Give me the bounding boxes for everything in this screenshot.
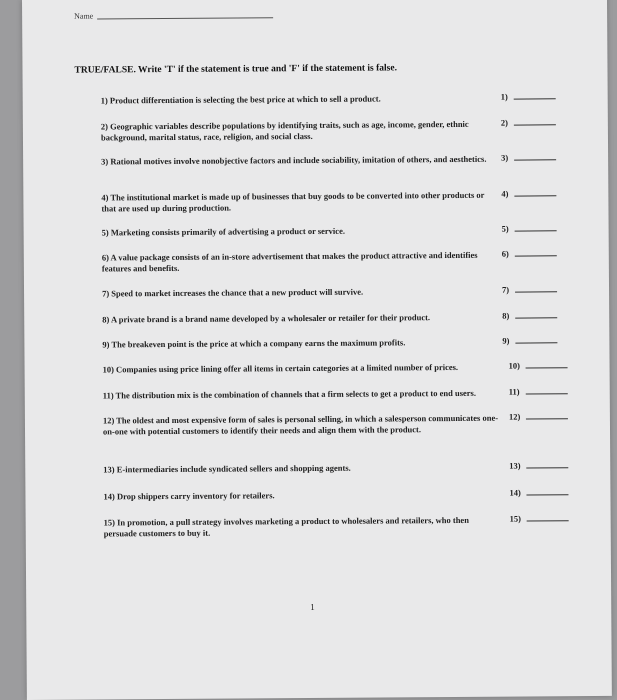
instructions-heading: TRUE/FALSE. Write 'T' if the statement is true and 'F' if the statement is false. <box>74 63 397 76</box>
question-3: 3) Rational motives involve nonobjective factors and include sociability, imitation of others, and aesthetics. <box>101 153 487 167</box>
question-7: 7) Speed to market increases the chance that a new product will survive. <box>102 286 364 299</box>
answer-11: 11) <box>509 386 568 396</box>
answer-6: 6) <box>502 248 557 258</box>
question-13: 13) E-intermediaries include syndicated sellers and shopping agents. <box>103 462 351 475</box>
question-6: 6) A value package consists of an in-store advertisement that makes the product attractive and identifies features and benefits. <box>101 249 478 274</box>
answer-4: 4) <box>501 188 556 198</box>
question-11: 11) The distribution mix is the combination of channels that a firm selects to get a product to end users. <box>102 387 477 401</box>
name-line <box>97 17 273 19</box>
answer-2: 2) <box>501 117 556 127</box>
answer-1: 1) <box>501 91 556 101</box>
question-5: 5) Marketing consists primarily of advertising a product or service. <box>101 225 345 238</box>
question-1: 1) Product differentiation is selecting the best price at which to sell a product. <box>100 93 381 106</box>
question-14: 14) Drop shippers carry inventory for retailers. <box>103 490 275 502</box>
question-2: 2) Geographic variables describe populations by identifying traits, such as age, income, gender, ethnic background, marital status, race, religion, and social class. <box>100 118 469 143</box>
answer-12: 12) <box>509 411 568 421</box>
answer-3: 3) <box>501 152 556 162</box>
answer-14: 14) <box>509 487 568 497</box>
answer-9: 9) <box>502 335 557 345</box>
answer-5: 5) <box>502 223 557 233</box>
question-8: 8) A private brand is a brand name developed by a wholesaler or retailer for their product. <box>102 312 431 325</box>
page-number: 1 <box>310 601 315 613</box>
question-9: 9) The breakeven point is the price at which a company earns the maximum profits. <box>102 337 406 350</box>
answer-15: 15) <box>510 513 569 523</box>
worksheet-page <box>22 0 612 700</box>
answer-8: 8) <box>502 310 557 320</box>
answer-10: 10) <box>509 360 568 370</box>
name-label: Name <box>74 11 94 21</box>
question-12: 12) The oldest and most expensive form of sales is personal selling, in which a salesperson communicates one-on-one with potential customers to identify their needs and align them with the product. <box>102 412 499 437</box>
question-15: 15) In promotion, a pull strategy involves marketing a product to wholesalers and retailers, who then persuade customers to buy it. <box>103 514 469 539</box>
answer-13: 13) <box>509 460 568 470</box>
answer-7: 7) <box>502 284 557 294</box>
question-4: 4) The institutional market is made up of businesses that buy goods to be converted into other products or that are used up during production. <box>101 189 485 214</box>
question-10: 10) Companies using price lining offer all items in certain categories at a limited number of prices. <box>102 361 459 375</box>
